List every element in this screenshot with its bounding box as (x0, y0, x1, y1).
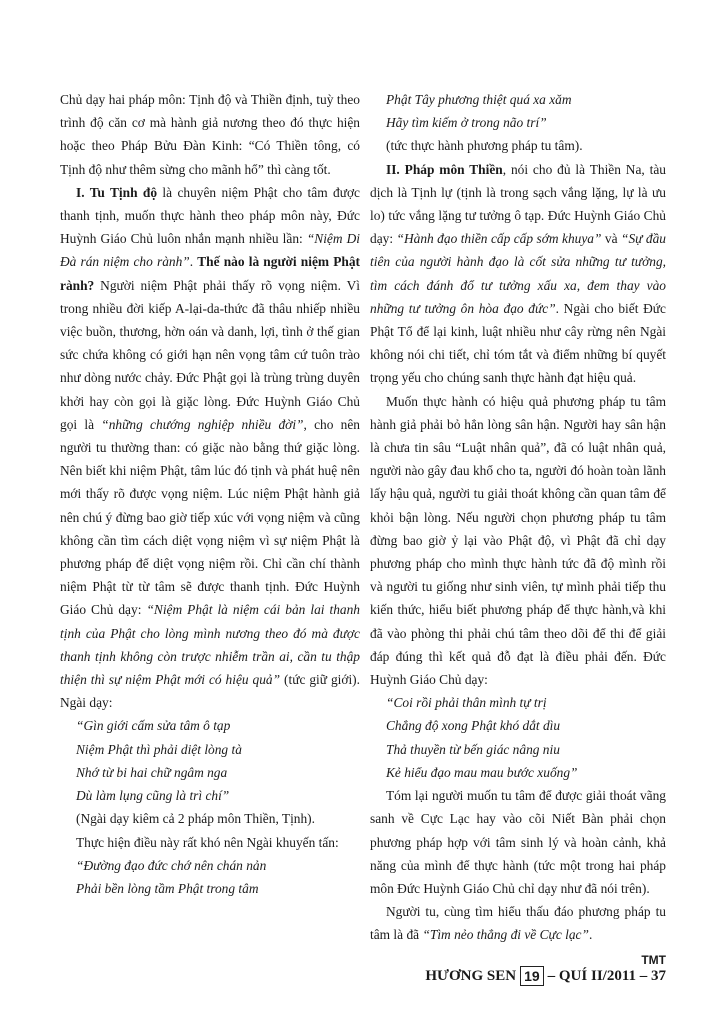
section-heading: I. Tu Tịnh độ (76, 184, 158, 200)
section-heading: II. Pháp môn Thiền (386, 161, 503, 177)
verse-line: “Coi rồi phải thân mình tự trị (386, 695, 547, 711)
verse-line: Hãy tìm kiếm ở trong não trí” (386, 115, 547, 131)
verse-line: “Gìn giới cấm sửa tâm ô tạp (76, 718, 231, 734)
issue-number: 19 (520, 966, 544, 986)
text-run: Người niệm Phật phải thấy rõ vọng niệm. Vì trong nhiều đời kiếp A-lại-da-thức đã thâu nhiếp nhiều việc buồn, thương, hờn oán và danh, lợi, tình ở thế gian sức chứa không có giới hạn nên vọng tâm cứ tuôn trào như dòng nước chảy. Đức Phật gọi là trùng trùng duyên khởi hay còn gọi là giặc lòng. Đức Huỳnh Giáo Chủ gọi là (60, 277, 360, 432)
paragraph (370, 900, 666, 946)
verse-line: Niệm Phật thì phải diệt lòng tà (76, 741, 242, 757)
paragraph: Thực hiện điều này rất khó nên Ngài khuyến tấn: (76, 834, 339, 850)
quote: “Niệm Phật là niệm cái bản lai thanh tịnh của Phật cho lòng mình nương theo đó mà được thanh tịnh không còn trược nhiễm trần ai, cần tu thập thiện thì sự niệm Phật mới có hiệu quả” (60, 602, 361, 688)
quote: “Tìm nẻo thẳng đi về Cực lạc” (422, 927, 589, 943)
note: (Ngài dạy kiêm cả 2 pháp môn Thiền, Tịnh). (76, 811, 315, 827)
verse-line: Phải bền lòng tầm Phật trong tâm (76, 880, 259, 896)
right-column (370, 88, 666, 972)
left-column (60, 88, 360, 900)
quote: “Sự đầu tiên của người hành đạo là cốt sửa những tư tưởng, tìm cách đánh đổ tư tưởng xấu xa, đem thay vào những tư tưởng ôn hòa đạo đức” (370, 231, 666, 316)
quote: “những chướng nghiệp nhiều đời” (101, 416, 304, 432)
paragraph: Chủ dạy hai pháp môn: Tịnh độ và Thiền định, tuỳ theo trình độ căn cơ mà hành giả nương theo đó thực hiện hoặc theo Pháp Bửu Đàn Kinh: “Có Thiền tông, có Tịnh độ như thêm sừng cho mãnh hổ” thì càng tốt. (60, 92, 360, 177)
magazine-name: HƯƠNG SEN (425, 967, 517, 984)
verse-line: Dù làm lụng cũng là trì chí” (76, 788, 230, 804)
text-run: , nói cho đủ là Thiền Na, tàu dịch là Tịnh lự (tịnh là trong sạch vắng lặng, lự là ưu lo) tức vắng lặng tư tưởng ô tạp. Đức Huỳnh Giáo Chủ dạy: (370, 161, 666, 247)
paragraph: Muốn thực hành có hiệu quả phương pháp tu tâm hành giả phải bỏ hẳn lòng sân hận. Người hay sân hận là chưa tin sâu “Luật nhân quả”, đã có luật nhân quả, người nào gây đau khổ cho ta, người đó hoàn toàn lãnh lấy hậu quả, người tu giải thoát không cần quan tâm để khỏi bận lòng. Nếu người chọn phương pháp tu tâm đừng bao giờ ỷ lại vào Phật độ, vì Phật đã chỉ dạy phương pháp cho mình thực hành tức đã độ mình rồi và người tu giống như sinh viên, tự mình phải tiếp thu kiến thức, hiểu biết phương pháp để thực hành,và khi đã vào phòng thi phải chú tâm theo dõi để thi để giải đáp đúng thì kết quả đỗ đạt là điều phải đến. Đức Huỳnh Giáo Chủ dạy: (370, 393, 666, 688)
verse-line: Chẳng độ xong Phật khó dắt dìu (386, 718, 561, 734)
quote: “Niệm Di Đà rán niệm cho rành” (60, 231, 361, 270)
issue-period: – QUÍ II/2011 – 37 (547, 967, 666, 984)
text-run: và (601, 231, 621, 247)
verse-line: Nhớ từ bi hai chữ ngâm nga (76, 764, 228, 780)
author-signature: TMT (641, 952, 666, 967)
text-run: . (588, 927, 593, 943)
bold-question: Thế nào là người niệm Phật rành? (60, 254, 360, 293)
text-run: . (189, 254, 198, 270)
text-run: , cho nên người tu thường than: có giặc nào bằng thứ giặc lòng. Nên biết khi niệm Phật, tâm lúc đó tịnh và phát huệ nên mới thấy rõ được vọng niệm. Lúc niệm Phật hành giả nên chú ý đừng bao giờ tiếp xúc với vọng niệm và cũng không cần tìm cách diệt vọng niệm vì sự niệm Phật là phương pháp để diệt vọng niệm rồi. Chỉ cần chí thành niệm Phật từ từ tâm sẽ được thanh tịnh. Đức Huỳnh Giáo Chủ dạy: (60, 416, 360, 618)
verse-line: Phật Tây phương thiệt quá xa xăm (386, 92, 572, 107)
text-run: là chuyên niệm Phật cho tâm được thanh tịnh, muốn thực hành theo pháp môn này, Đức Huỳnh Giáo Chủ luôn nhắn mạnh nhiều lần: (60, 184, 360, 247)
quote: “Hành đạo thiền cấp cấp sớm khuya” (396, 231, 602, 247)
text-run: . Ngài cho biết Đức Phật Tổ để lại kinh, luật nhiều như cây rừng nên Ngài không nói chi tiết, chỉ tóm tắt và điểm những bí quyết trọng yếu cho chúng sanh thực hành đạt hiệu quả. (370, 300, 666, 386)
paragraph (370, 158, 666, 390)
text-run: Người tu, cùng tìm hiểu thấu đáo phương pháp tu tâm là đã (370, 904, 666, 943)
page-footer (425, 966, 666, 986)
verse-line: Thả thuyền từ bến giác nâng niu (386, 741, 560, 757)
verse-line: “Đường đạo đức chớ nên chán nản (76, 857, 267, 873)
paragraph (60, 181, 360, 715)
text-run: (tức giữ giới). Ngài dạy: (60, 672, 360, 711)
note: (tức thực hành phương pháp tu tâm). (386, 138, 583, 154)
verse-line: Kẻ hiểu đạo mau mau bước xuống” (386, 764, 578, 780)
paragraph: Tóm lại người muốn tu tâm để được giải thoát vãng sanh về Cực Lạc hay vào cõi Niết Bàn phải chọn phương pháp hợp với tâm sinh lý và hoàn cảnh, khả năng của mình để thực hành (tức một trong hai pháp môn Đức Huỳnh Giáo Chủ chỉ dạy như đã nói trên). (370, 788, 666, 896)
